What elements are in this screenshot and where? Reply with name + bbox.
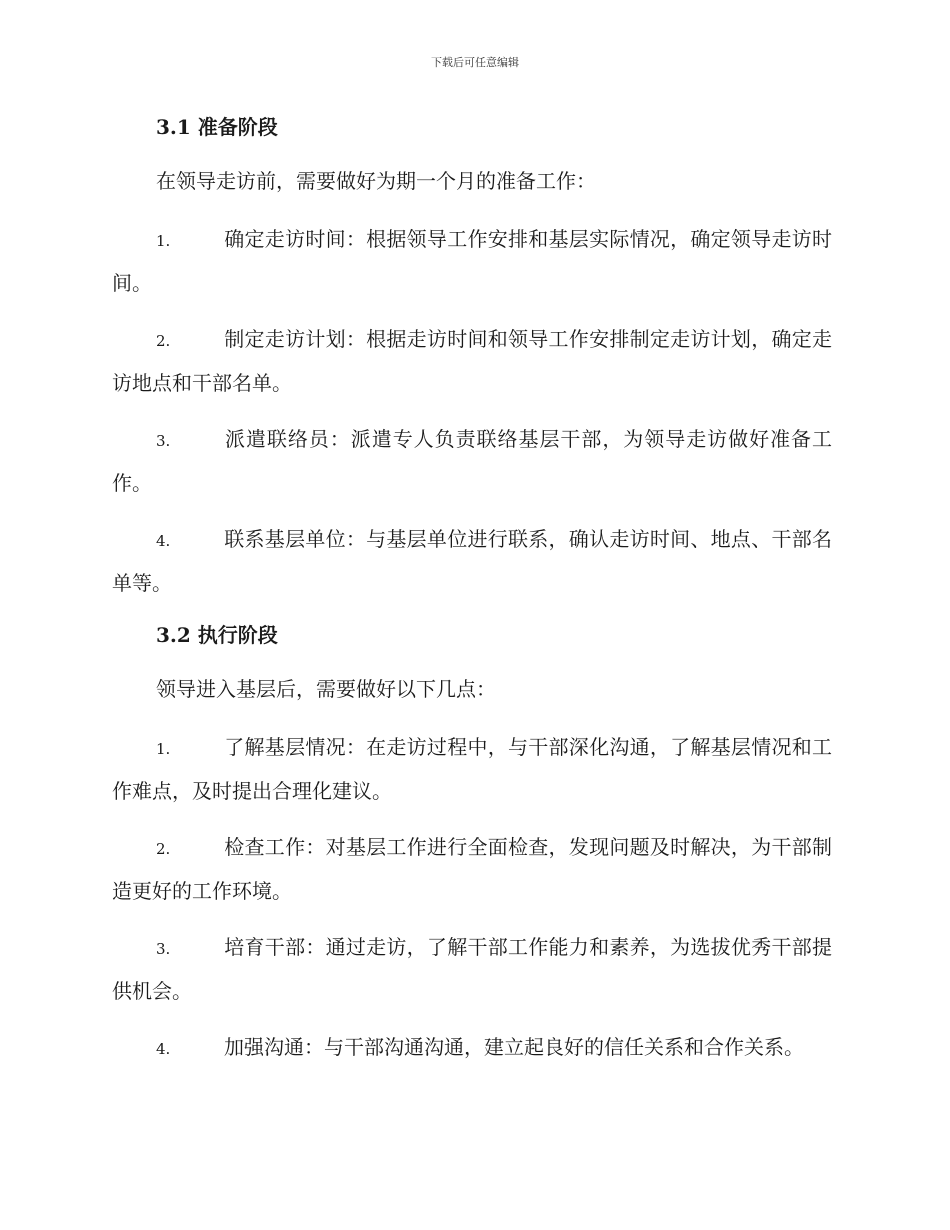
- list-item: [112, 218, 832, 304]
- section-heading-execution: 3.2 执行阶段: [156, 623, 278, 647]
- list-item: [112, 926, 832, 1012]
- list-item-number: 4.: [156, 1040, 171, 1058]
- list-item-text: 联系基层单位：与基层单位进行联系，确认走访时间、地点、干部名单等。: [112, 527, 832, 595]
- page-header-note: 下载后可任意编辑: [431, 56, 519, 69]
- list-item-text: 了解基层情况：在走访过程中，与干部深化沟通，了解基层情况和工作难点，及时提出合理化建议。: [112, 735, 832, 803]
- document-body: [112, 110, 832, 1084]
- list-item-text: 加强沟通：与干部沟通沟通，建立起良好的信任关系和合作关系。: [224, 1035, 804, 1059]
- list-item-number: 3.: [156, 432, 171, 450]
- section-heading-preparation: 3.1 准备阶段: [156, 115, 278, 139]
- list-item-text: 制定走访计划：根据走访时间和领导工作安排制定走访计划，确定走访地点和干部名单。: [112, 327, 832, 395]
- list-item-number: 1.: [156, 232, 171, 250]
- list-item: [112, 418, 832, 504]
- list-item-number: 1.: [156, 740, 171, 758]
- list-item: [112, 518, 832, 604]
- section-intro-execution: 领导进入基层后，需要做好以下几点：: [156, 677, 496, 701]
- list-item: [112, 726, 832, 812]
- list-item: [112, 318, 832, 404]
- list-item-text: 确定走访时间：根据领导工作安排和基层实际情况，确定领导走访时间。: [112, 227, 832, 295]
- list-item: [112, 826, 832, 912]
- list-item-text: 检查工作：对基层工作进行全面检查，发现问题及时解决，为干部制造更好的工作环境。: [112, 835, 832, 903]
- section-intro-preparation: 在领导走访前，需要做好为期一个月的准备工作：: [156, 169, 596, 193]
- list-item-number: 2.: [156, 840, 171, 858]
- list-item-text: 派遣联络员：派遣专人负责联络基层干部，为领导走访做好准备工作。: [112, 427, 832, 495]
- list-item: [112, 1026, 832, 1070]
- list-item-text: 培育干部：通过走访，了解干部工作能力和素养，为选拔优秀干部提供机会。: [112, 935, 832, 1003]
- list-item-number: 3.: [156, 940, 171, 958]
- list-item-number: 4.: [156, 532, 171, 550]
- list-item-number: 2.: [156, 332, 171, 350]
